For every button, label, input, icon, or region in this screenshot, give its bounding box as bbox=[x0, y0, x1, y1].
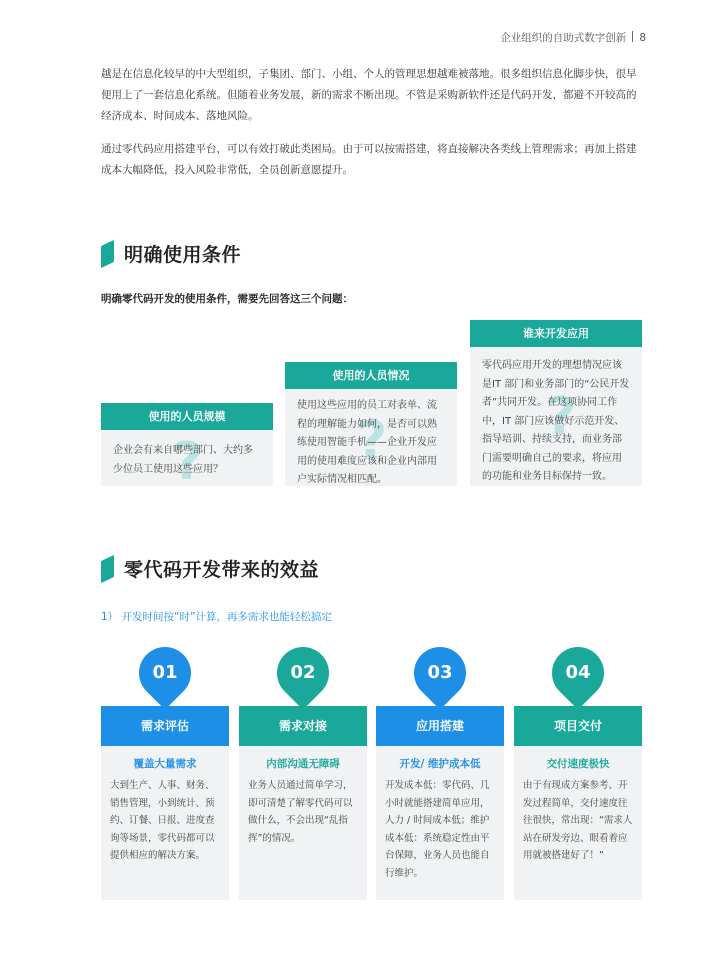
card-number: 01 bbox=[152, 662, 178, 683]
card-text: 开发成本低：零代码、几小时就能搭建简单应用，人力 / 时间成本低；维护成本低：系统稳定性由平台保障，业务人员也能自行维护。 bbox=[385, 780, 490, 879]
section-marker-icon bbox=[101, 239, 114, 267]
card-title: 项目交付 bbox=[514, 706, 642, 746]
page-number: 8 bbox=[639, 32, 646, 44]
step-body bbox=[285, 389, 457, 486]
step-text: 企业会有来自哪些部门、大约多少位员工使用这些应用？ bbox=[113, 445, 253, 475]
step-body bbox=[470, 347, 642, 486]
paragraph-2: 通过零代码应用搭建平台，可以有效打破此类困局。由于可以按需搭建，将直接解决各类线上管理需求；再加上搭建成本大幅降低，投入风险非常低，全员创新意愿提升。 bbox=[101, 143, 637, 176]
card-body bbox=[239, 746, 367, 900]
header-divider bbox=[632, 31, 633, 42]
card-body bbox=[514, 746, 642, 900]
card-heading: 覆盖大量需求 bbox=[133, 758, 197, 770]
section-intro: 明确零代码开发的使用条件，需要先回答这三个问题： bbox=[101, 293, 353, 305]
card-title: 应用搭建 bbox=[376, 706, 504, 746]
card-body bbox=[376, 746, 504, 900]
card-number: 04 bbox=[565, 662, 591, 683]
card-heading: 开发/ 维护成本低 bbox=[399, 758, 481, 770]
step-text: 零代码应用开发的理想情况应该是IT 部门和业务部门的“公民开发者”共同开发。在这项协同工作中，IT 部门应该做好示范开发、指导培训、持续支持，而业务部门需要明确自己的要求，将应用的功能和业务目标保持一致。 bbox=[482, 360, 630, 482]
condition-step-3 bbox=[470, 320, 642, 486]
section-heading-benefits bbox=[101, 555, 319, 582]
section-marker-icon bbox=[101, 554, 114, 582]
card-body bbox=[101, 746, 229, 900]
condition-step-2 bbox=[285, 362, 457, 486]
card-heading: 交付速度极快 bbox=[546, 758, 610, 770]
card-title: 需求评估 bbox=[101, 706, 229, 746]
header-title: 企业组织的自助式数字创新 bbox=[500, 32, 627, 44]
step-text: 使用这些应用的员工对表单、流程的理解能力如何，是否可以熟练使用智能手机——企业开发应用的使用难度应该和企业内部用户实际情况相匹配。 bbox=[297, 400, 437, 485]
question-mark-icon: ? bbox=[173, 432, 204, 486]
card-heading: 内部沟通无障碍 bbox=[266, 758, 340, 770]
step-body bbox=[101, 430, 273, 486]
card-text: 由于有现成方案参考、开发过程简单，交付速度往往很快，常出现：“需求人站在研发旁边、眼看着应用就被搭建好了！” bbox=[523, 780, 633, 861]
question-mark-icon: ? bbox=[357, 411, 388, 471]
step-title: 谁来开发应用 bbox=[470, 320, 642, 347]
section-title: 零代码开发带来的效益 bbox=[124, 559, 320, 581]
section-heading-conditions bbox=[101, 240, 241, 267]
card-number: 03 bbox=[427, 662, 453, 683]
question-mark-icon: ? bbox=[546, 387, 577, 447]
card-text: 大到生产、人事、财务、销售管理，小到统计、预约、订餐、日报、进度查询等场景，零代码都可以提供相应的解决方案。 bbox=[110, 780, 215, 861]
card-title: 需求对接 bbox=[239, 706, 367, 746]
condition-step-1 bbox=[101, 403, 273, 486]
benefit-subtitle: 1） 开发时间按“时”计算，再多需求也能轻松搞定 bbox=[101, 611, 332, 623]
card-text: 业务人员通过简单学习，即可清楚了解零代码可以做什么，不会出现“乱指挥”的情况。 bbox=[248, 780, 353, 844]
step-title: 使用的人员规模 bbox=[101, 403, 273, 430]
step-title: 使用的人员情况 bbox=[285, 362, 457, 389]
paragraph-1: 越是在信息化较早的中大型组织，子集团、部门、小组、个人的管理思想越难被落地。很多组织信息化脚步快，很早便用上了一套信息化系统。但随着业务发展，新的需求不断出现。不管是采购新软件还是代码开发，都避不开较高的经济成本、时间成本、落地风险。 bbox=[101, 68, 637, 122]
page-header bbox=[500, 30, 646, 45]
section-title: 明确使用条件 bbox=[124, 244, 242, 266]
card-number: 02 bbox=[290, 662, 316, 683]
